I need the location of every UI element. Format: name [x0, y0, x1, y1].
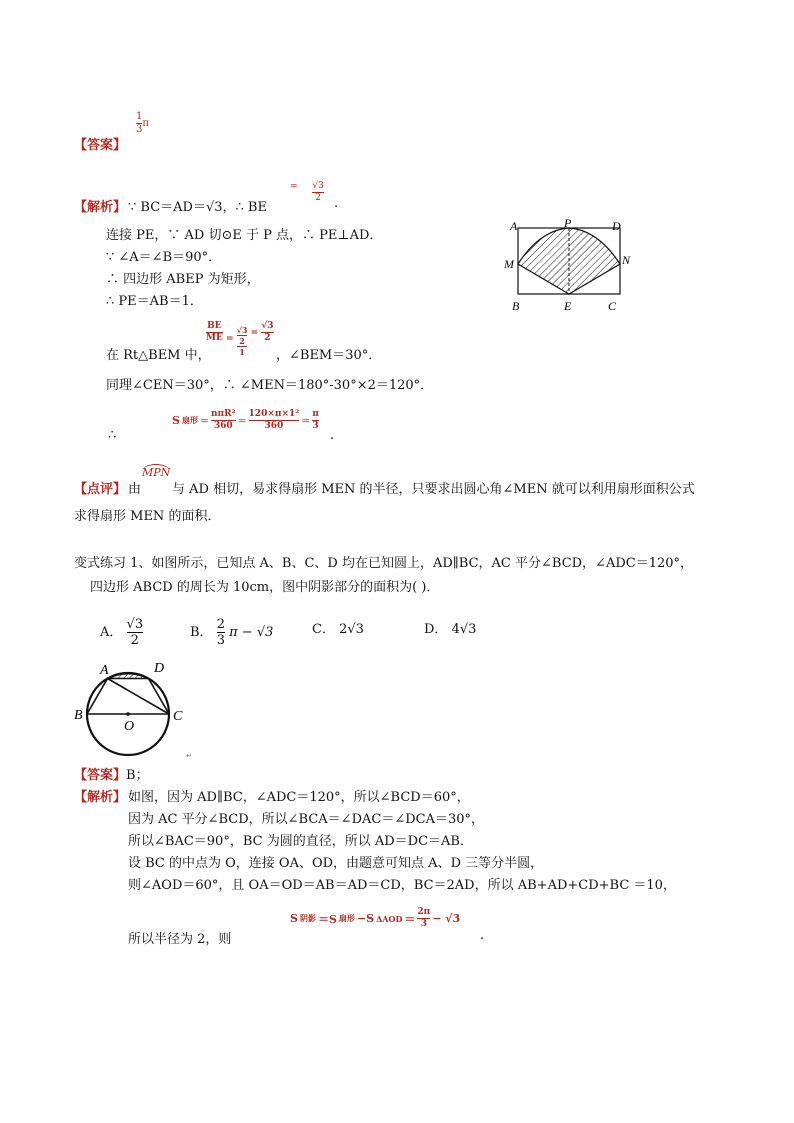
- analysis-line4: ∴ 四边形 ABEP 为矩形，: [106, 272, 260, 287]
- analysis-line6-suffix: ，∠BEM＝30°．: [276, 348, 382, 363]
- formula-den: 3: [420, 919, 427, 929]
- formula-sub1: 扇形: [338, 913, 355, 923]
- area-end: .: [330, 428, 335, 443]
- option-a-num: √3: [126, 617, 144, 632]
- ratio-eq: =: [225, 334, 234, 344]
- ratio-den: ME: [206, 333, 223, 343]
- analysis-line7: 同理∠CEN＝30°，∴ ∠MEN＝180°-30°×2＝120°．: [106, 378, 434, 393]
- area-eq2: ＝: [237, 417, 247, 427]
- label-c2: C: [173, 709, 183, 724]
- analysis2-line5: 则∠AOD＝60°，且 OA＝OD＝AB＝AD＝CD，BC＝2AD，所以 AB+AD+CD+BC ＝10，: [128, 878, 676, 893]
- label-b2: B: [74, 708, 83, 723]
- label-p: P: [564, 216, 572, 230]
- area-lhs: S: [172, 414, 180, 427]
- label-m: M: [504, 257, 514, 271]
- ratio-val-num: √3: [236, 325, 248, 335]
- ratio-res-den: 2: [264, 333, 271, 343]
- option-d: [424, 618, 476, 637]
- therefore-sign: ∴: [108, 428, 117, 443]
- answer2-value: B；: [126, 768, 149, 783]
- ratio-val-den: 1: [239, 347, 245, 357]
- analysis-line1: [128, 196, 267, 215]
- f1-num: nπR²: [210, 409, 236, 419]
- answer2-tag: 【答案】: [74, 768, 127, 783]
- option-a-den: 2: [130, 633, 139, 648]
- formula-eq2: ＝: [404, 912, 416, 926]
- f2-num: 120×π×1²: [248, 409, 300, 419]
- option-d-label: D．: [424, 622, 448, 637]
- f3-num: π: [312, 409, 319, 419]
- option-b-num: 2: [216, 617, 225, 632]
- option-a-label: A．: [100, 625, 123, 640]
- f3-den: 3: [312, 421, 319, 431]
- chord-ac: [108, 679, 170, 715]
- line1-period: .: [334, 196, 339, 211]
- center-point: [126, 712, 130, 716]
- variant-line1: 变式练习 1、如图所示，已知点 A、B、C、D 均在已知圆上，AD∥BC，AC 平分∠BCD，∠ADC＝120°，: [74, 556, 694, 571]
- analysis-line6-prefix: 在 Rt△BEM 中，: [106, 348, 211, 363]
- analysis2-line2: 因为 AC 平分∠BCD，所以∠BCA＝∠DAC＝∠DCA＝30°，: [128, 812, 485, 827]
- label-d: D: [612, 219, 621, 233]
- line1-prefix: ∵ BC＝AD＝: [128, 200, 206, 215]
- comment-tag: 【点评】: [74, 482, 127, 497]
- arc-mpn: MPN: [142, 466, 171, 479]
- ratio-eq2: =: [250, 328, 259, 338]
- f1-den: 360: [213, 421, 233, 431]
- label-a: A: [510, 219, 518, 233]
- comment-text1: 与 AD 相切，易求得扇形 MEN 的半径，只要求出圆心角∠MEN 就可以利用扇形面积公式: [172, 482, 695, 497]
- answer-den: 3: [136, 124, 143, 135]
- option-b-label: B．: [190, 625, 213, 640]
- answer-value: [136, 112, 149, 135]
- be-den: 2: [315, 193, 322, 203]
- label-n: N: [622, 253, 631, 267]
- formula-period: .: [480, 928, 485, 943]
- formula-sub2: ΔAOD: [376, 913, 403, 924]
- figure-rectangle-sector: [500, 216, 640, 316]
- option-b: [190, 618, 273, 647]
- option-c-label: C．: [312, 622, 335, 637]
- ratio-num: BE: [207, 321, 222, 331]
- analysis2-line4: 设 BC 的中点为 O，连接 OA、OD，由题意可知点 A、D 三等分半圆，: [128, 856, 544, 871]
- area-eq1: ＝: [199, 417, 209, 427]
- label-d2: D: [154, 661, 165, 676]
- eq-sign: =: [290, 182, 298, 192]
- label-c: C: [608, 299, 617, 313]
- formula-lhs: S: [290, 912, 298, 925]
- option-d-value: 4√3: [451, 622, 477, 637]
- option-c-value: 2√3: [339, 622, 364, 637]
- option-b-den: 3: [216, 633, 225, 648]
- area-sub: 扇形: [181, 415, 198, 425]
- comment-prefix: 由: [128, 482, 142, 497]
- answer-num: 1: [136, 111, 143, 122]
- analysis-tag: 【解析】: [74, 200, 127, 215]
- label-a2: A: [100, 663, 109, 678]
- variant-line2: 四边形 ABCD 的周长为 10cm，图中阴影部分的面积为( )．: [90, 580, 440, 595]
- answer-tag: 【答案】: [74, 138, 127, 153]
- area-eq3: ＝: [301, 417, 311, 427]
- option-a: [100, 618, 143, 647]
- label-e: E: [564, 299, 572, 313]
- f2-den: 360: [264, 421, 284, 431]
- analysis-line3: ∵ ∠A＝∠B＝90°．: [106, 250, 222, 265]
- line1-mid: ，∴ BE: [222, 200, 267, 215]
- analysis-line5: ∴ PE＝AB＝1．: [106, 294, 203, 309]
- analysis2-line3: 所以∠BAC＝90°，BC 为圆的直径，所以 AD＝DC＝AB．: [128, 834, 473, 849]
- sqrt3: √3: [205, 200, 223, 215]
- analysis2-line1: 如图，因为 AD∥BC，∠ADC＝120°，所以∠BCD＝60°，: [128, 790, 470, 805]
- be-fraction: [290, 182, 324, 203]
- formula-lhs-sub: 阴影: [299, 913, 316, 923]
- comment-text2: 求得扇形 MEN 的面积．: [74, 509, 221, 524]
- analysis2-line6: 所以半径为 2，则: [128, 932, 232, 947]
- formula-minus: −S: [356, 912, 375, 925]
- sector-area-formula: [172, 410, 319, 431]
- ratio-formula: [206, 322, 274, 356]
- formula-rest: − √3: [432, 912, 461, 925]
- analysis2-tag: 【解析】: [74, 790, 127, 805]
- answer2: [74, 764, 149, 783]
- option-c: [312, 618, 364, 637]
- return-mark: ↵: [186, 752, 192, 760]
- figure-circle: [70, 658, 200, 768]
- formula-eq: ＝S: [317, 912, 337, 926]
- shaded-area-formula: [290, 908, 460, 929]
- label-b: B: [512, 299, 520, 313]
- be-num: √3: [312, 181, 324, 191]
- analysis-line2: 连接 PE，∵ AD 切⊙E 于 P 点，∴ PE⊥AD．: [106, 228, 383, 243]
- option-b-rest: π − √3: [229, 625, 274, 640]
- ratio-val-num2: 2: [239, 336, 245, 346]
- label-o2: O: [124, 719, 135, 734]
- ratio-res-num: √3: [261, 321, 274, 331]
- formula-num: 2π: [417, 907, 431, 917]
- answer-pi: π: [142, 118, 149, 129]
